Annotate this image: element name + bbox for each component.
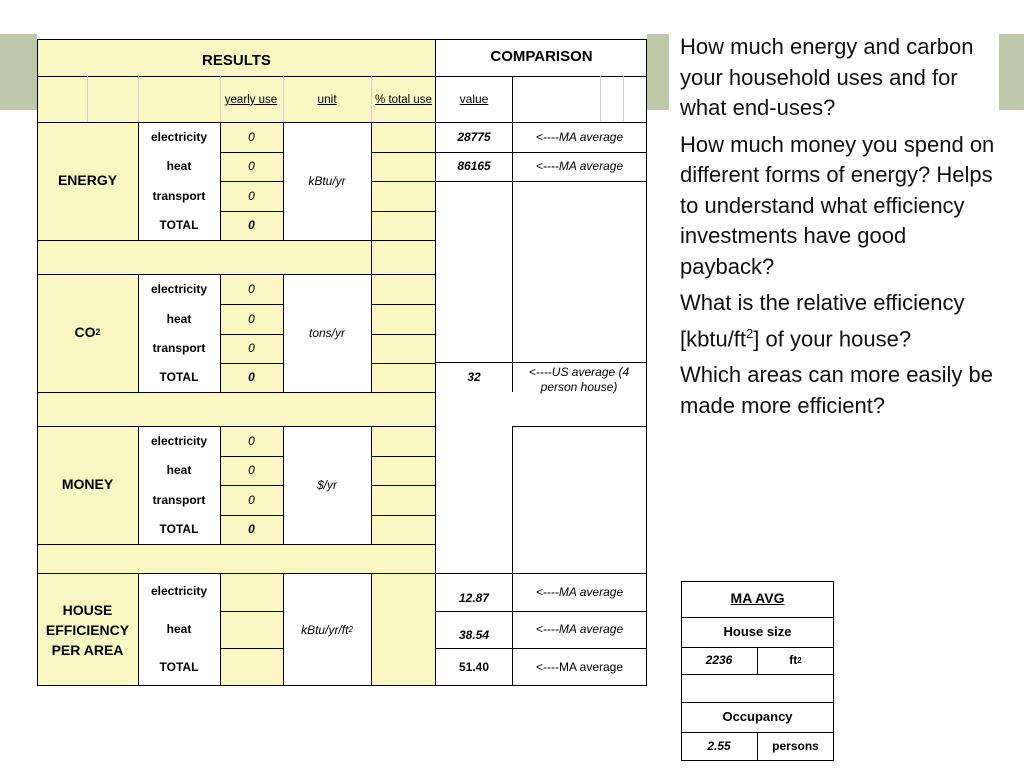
- question-3-superscript: 2: [746, 325, 754, 341]
- money-total-value: 0: [248, 522, 255, 536]
- yearly-use-header: yearly use: [224, 93, 278, 106]
- efficiency-electricity-note: <----MA average: [535, 585, 624, 599]
- money-total-label: TOTAL: [159, 522, 199, 536]
- energy-unit: kBtu/yr: [308, 173, 346, 188]
- co2-total-label: TOTAL: [159, 370, 199, 384]
- efficiency-heat-note: <----MA average: [535, 622, 624, 636]
- money-heat-label: heat: [166, 463, 192, 477]
- efficiency-electricity-comparison: 12.87: [458, 590, 490, 605]
- co2-transport-value: 0: [248, 341, 255, 355]
- co2-heat-label: heat: [166, 311, 192, 326]
- energy-label: ENERGY: [57, 172, 118, 189]
- energy-transport-value: 0: [248, 188, 255, 203]
- money-transport-value: 0: [248, 492, 255, 507]
- efficiency-total-label: TOTAL: [159, 659, 199, 674]
- occupancy-unit: persons: [772, 739, 819, 753]
- question-3-part-1: What is the relative efficiency [kbtu/ft: [680, 290, 965, 351]
- question-3-part-2: ] of your house?: [753, 325, 912, 351]
- energy-electricity-value: 0: [248, 129, 255, 144]
- efficiency-unit: [283, 574, 371, 686]
- results-header: RESULTS: [202, 51, 271, 69]
- house-size-unit-superscript: 2: [797, 655, 802, 665]
- energy-heat-note: <----MA average: [535, 159, 624, 173]
- decor-band-right: [999, 34, 1024, 110]
- decor-band-middle: [647, 34, 669, 110]
- energy-electricity-note: <----MA average: [535, 129, 624, 144]
- efficiency-label: HOUSE EFFICIENCY PER AREA: [45, 602, 130, 658]
- co2-total-note: <----US average (4 person house): [528, 365, 630, 394]
- co2-total-value: 0: [248, 370, 255, 384]
- energy-heat-label: heat: [166, 159, 192, 173]
- pct-total-use-header: % total use: [375, 93, 432, 106]
- unit-header: unit: [317, 91, 337, 106]
- occupancy-value: 2.55: [707, 739, 731, 753]
- value-header: value: [459, 91, 489, 106]
- decor-band-left: [0, 34, 37, 110]
- question-1: How much energy and carbon your household uses and for what end-uses?: [680, 34, 974, 120]
- co2-total-comparison: 32: [467, 370, 481, 384]
- money-label: MONEY: [61, 476, 114, 493]
- questions-text: [680, 32, 1000, 427]
- efficiency-unit-text: kBtu/yr/ft: [301, 622, 349, 637]
- co2-label-text: CO: [74, 324, 96, 341]
- efficiency-heat-comparison: 38.54: [458, 627, 490, 642]
- efficiency-unit-superscript: 2: [348, 625, 353, 634]
- energy-total-label: TOTAL: [159, 218, 199, 232]
- energy-total-value: 0: [248, 218, 255, 232]
- house-size-value: 2236: [705, 653, 733, 667]
- co2-unit: tons/yr: [308, 325, 345, 340]
- efficiency-heat-label: heat: [166, 622, 192, 636]
- co2-heat-value: 0: [248, 311, 255, 326]
- occupancy-label: Occupancy: [722, 708, 793, 724]
- co2-electricity-label: electricity: [150, 281, 208, 296]
- energy-electricity-comparison: 28775: [457, 129, 491, 144]
- energy-transport-label: transport: [152, 188, 206, 203]
- question-2: How much money you spend on different forms of energy? Helps to understand what efficiency investments have good payback?: [680, 131, 995, 279]
- energy-electricity-label: electricity: [150, 129, 208, 144]
- ma-avg-title: MA AVG: [730, 590, 785, 607]
- energy-heat-comparison: 86165: [457, 159, 491, 173]
- money-unit: $/yr: [316, 477, 337, 492]
- money-electricity-value: 0: [248, 433, 255, 448]
- co2-label-subscript: 2: [95, 327, 101, 338]
- house-size-label: House size: [723, 623, 792, 639]
- co2-label: [37, 274, 138, 392]
- efficiency-total-note: <----MA average: [535, 659, 624, 674]
- ma-avg-table: [681, 581, 834, 761]
- house-size-unit-text: ft: [789, 653, 798, 667]
- money-heat-value: 0: [248, 463, 255, 477]
- money-transport-label: transport: [152, 492, 206, 507]
- co2-electricity-value: 0: [248, 281, 255, 296]
- question-4: Which areas can more easily be made more efficient?: [680, 362, 994, 418]
- comparison-header: COMPARISON: [490, 48, 593, 66]
- question-3: [680, 288, 1000, 354]
- co2-transport-label: transport: [152, 341, 206, 355]
- efficiency-electricity-label: electricity: [150, 584, 208, 598]
- house-size-unit: [757, 647, 834, 674]
- energy-heat-value: 0: [248, 159, 255, 173]
- results-table: [37, 39, 647, 686]
- efficiency-total-comparison: 51.40: [458, 659, 490, 674]
- money-electricity-label: electricity: [150, 433, 208, 448]
